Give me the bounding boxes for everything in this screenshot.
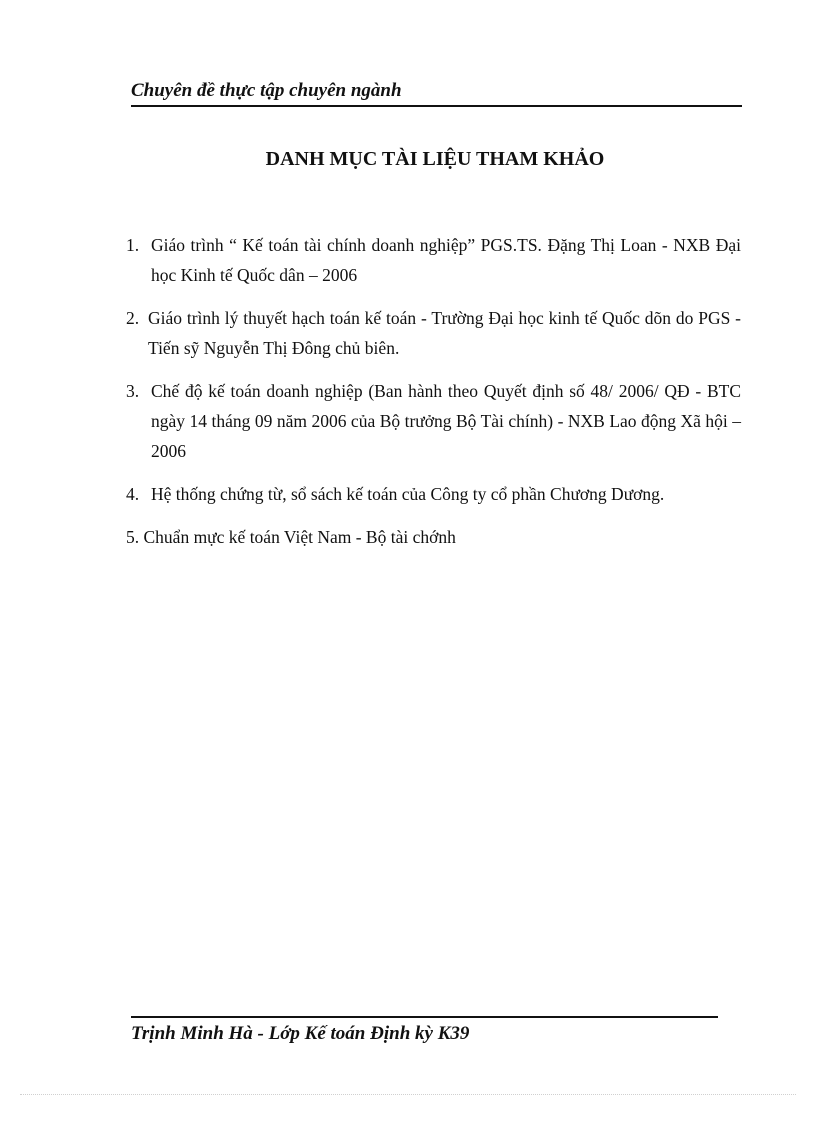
reference-item-3 [126, 376, 741, 466]
reference-item-5 [126, 522, 741, 552]
page-header: Chuyên đề thực tập chuyên ngành [131, 80, 402, 101]
page-title: DANH MỤC TÀI LIỆU THAM KHẢO [265, 148, 605, 170]
reference-text: Hệ thống chứng từ, sổ sách kế toán của Công ty cổ phần Chương Dương. [151, 484, 665, 504]
footer-divider [131, 1016, 718, 1018]
reference-number: 2. [126, 308, 140, 328]
page-bottom-edge [20, 1094, 796, 1095]
reference-text: Giáo trình lý thuyết hạch toán kế toán - Trường Đại học kinh tế Quốc dõn do PGS - Tiến sỹ Nguyễn Thị Đông chủ biên. [148, 308, 741, 358]
reference-item-2 [126, 303, 741, 363]
reference-number: 3. [126, 381, 140, 401]
reference-text: Giáo trình “ Kế toán tài chính doanh nghiệp” PGS.TS. Đặng Thị Loan - NXB Đại học Kinh tế Quốc dân – 2006 [151, 235, 741, 285]
header-divider [131, 105, 742, 107]
reference-text: Chuẩn mực kế toán Việt Nam - Bộ tài chớnh [143, 527, 456, 547]
reference-text: Chế độ kế toán doanh nghiệp (Ban hành theo Quyết định số 48/ 2006/ QĐ - BTC ngày 14 tháng 09 năm 2006 của Bộ trưởng Bộ Tài chính) - NXB Lao động Xã hội – 2006 [151, 381, 741, 461]
reference-number: 4. [126, 484, 140, 504]
reference-number: 5. [126, 527, 140, 547]
reference-item-1 [126, 230, 741, 290]
reference-list [126, 230, 741, 565]
reference-item-4 [126, 479, 741, 509]
reference-number: 1. [126, 235, 140, 255]
page-footer: Trịnh Minh Hà - Lớp Kế toán Định kỳ K39 [131, 1023, 470, 1044]
